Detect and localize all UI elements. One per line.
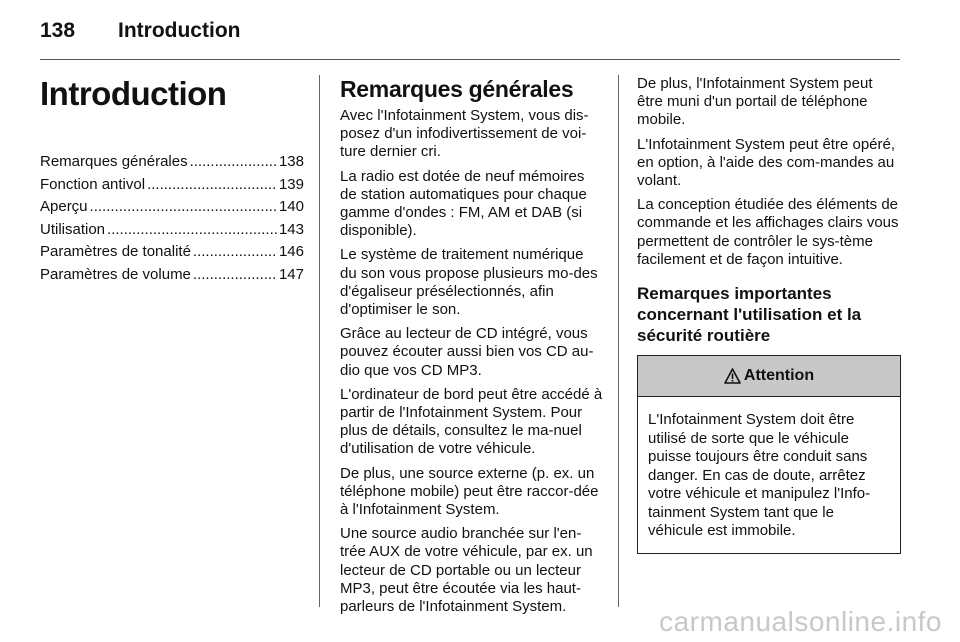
toc-page: 139: [278, 175, 304, 193]
column-divider-1: [319, 75, 320, 607]
toc-page: 146: [278, 243, 304, 260]
paragraph: Avec l'Infotainment System, vous dis-posez d'un infodivertissement de voi-ture dernier cri.: [340, 107, 589, 161]
warning-text: L'Infotainment System doit être utilisé de sorte que le véhicule puisse toujours être conduit sans danger. En cas de doute, arrêtez votre véhicule et manipulez l'Info-tainment System tant que le véhicule est immobile.: [648, 411, 871, 540]
subsection-title: Remarques importantes concernant l'utilisation et la sécurité routière: [637, 284, 862, 346]
paragraph: L'Infotainment System peut être opéré, en option, à l'aide des com-mandes au volant.: [637, 135, 896, 190]
paragraph: L'ordinateur de bord peut être accédé à partir de l'Infotainment System. Pour plus de détails, consultez le ma-nuel d'utilisation de votre véhicule.: [340, 385, 603, 458]
column-important-notes: [637, 75, 901, 554]
toc-label: Paramètres de volume: [40, 265, 191, 283]
toc-page: 147: [278, 265, 304, 283]
paragraph: La radio est dotée de neuf mémoires de station automatiques pour chaque gamme d'ondes : FM, AM et DAB (si disponible).: [340, 167, 587, 240]
toc-entry-parametres-volume[interactable]: [40, 264, 304, 287]
table-of-contents: [40, 151, 304, 286]
toc-leader: [193, 264, 277, 287]
toc-label: Paramètres de tonalité: [40, 243, 191, 260]
section-title: Remarques générales: [340, 76, 574, 102]
toc-label: Remarques générales: [40, 153, 188, 170]
toc-page: 140: [278, 198, 304, 215]
paragraph: Grâce au lecteur de CD intégré, vous pouvez écouter aussi bien vos CD au-dio que vos CD MP3.: [340, 325, 594, 379]
toc-leader: [107, 219, 277, 242]
paragraph: De plus, l'Infotainment System peut être muni d'un portail de téléphone mobile.: [637, 75, 873, 129]
paragraph: Le système de traitement numérique du son vous propose plusieurs mo-des d'égaliseur présélectionnés, afin d'optimiser le son.: [340, 246, 598, 319]
paragraph: Une source audio branchée sur l'en-trée AUX de votre véhicule, par ex. un lecteur de CD portable ou un lecteur MP3, peut être écoutée via les haut-parleurs de l'Infotainment System.: [340, 525, 593, 616]
warning-box: [637, 355, 901, 554]
toc-entry-apercu[interactable]: [40, 196, 304, 219]
chapter-title: Introduction: [40, 75, 227, 112]
toc-page: 138: [278, 153, 304, 170]
toc-entry-utilisation[interactable]: [40, 219, 304, 242]
running-title: Introduction: [118, 19, 241, 42]
toc-page: 143: [278, 220, 304, 238]
toc-label: Fonction antivol: [40, 175, 146, 193]
toc-entry-parametres-tonalite[interactable]: [40, 241, 304, 264]
warning-label: Attention: [743, 367, 815, 385]
toc-leader: [193, 241, 277, 264]
warning-header: [638, 356, 900, 397]
toc-label: Aperçu: [40, 198, 88, 215]
paragraph: De plus, une source externe (p. ex. un téléphone mobile) peut être raccor-dée à l'Infotainment System.: [340, 464, 599, 519]
paragraph: La conception étudiée des éléments de commande et les affichages clairs vous permettent de contrôler le sys-tème facilement et de façon intuitive.: [637, 196, 899, 268]
column-general-remarks: [340, 75, 603, 622]
site-watermark: carmanualsonline.info: [659, 606, 942, 637]
column-toc: [40, 75, 304, 286]
column-divider-2: [618, 75, 619, 607]
page-number: 138: [40, 19, 76, 42]
toc-entry-remarques-generales[interactable]: [40, 151, 304, 174]
toc-leader: [190, 151, 277, 174]
toc-leader: [90, 196, 277, 219]
toc-entry-fonction-antivol[interactable]: [40, 174, 304, 197]
warning-triangle-icon: [724, 368, 741, 384]
toc-leader: [147, 174, 277, 197]
header-divider: [40, 59, 900, 60]
toc-label: Utilisation: [40, 220, 106, 238]
